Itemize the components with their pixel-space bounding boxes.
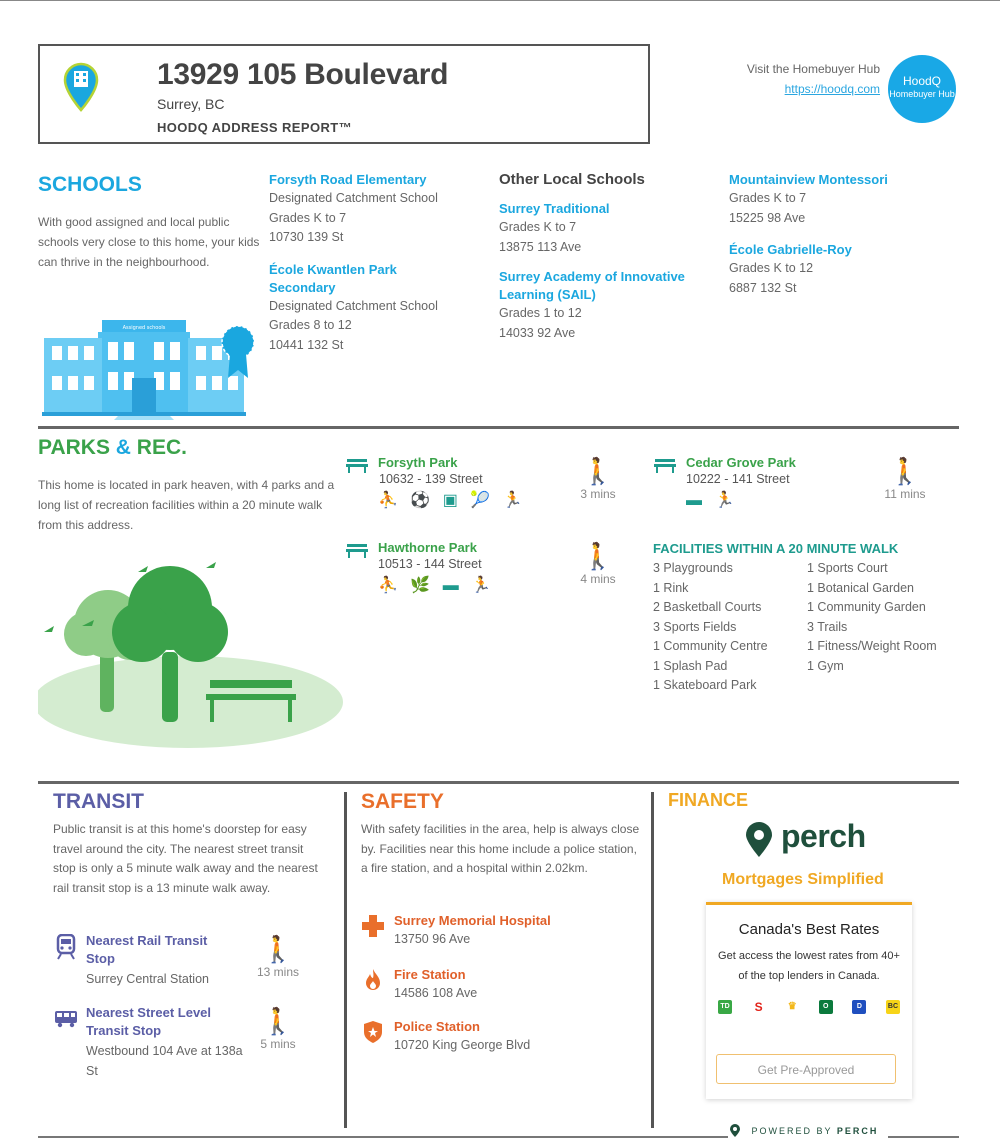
parks-heading-a: PARKS <box>38 436 110 459</box>
school-type: Designated Catchment School <box>269 191 438 205</box>
perch-brand: perch <box>781 818 866 854</box>
park-amenity-icons: ▬ 🏃 <box>686 491 739 509</box>
walk-minutes: 3 mins <box>580 487 616 501</box>
park-amenity-icons: ⛹ ⚽ ▣ 🎾 🏃 <box>378 491 527 509</box>
parks-heading-b: REC. <box>136 436 187 459</box>
bank-logos <box>718 1000 900 1014</box>
column-divider <box>651 792 654 1128</box>
section-divider <box>38 426 959 429</box>
school-name[interactable]: Forsyth Road Elementary <box>269 172 427 187</box>
park-name: Hawthorne Park <box>378 540 477 555</box>
hub-promo <box>690 59 880 99</box>
facility-item: 3 Playgrounds <box>653 561 733 575</box>
school-address: 10441 132 St <box>269 337 344 352</box>
hub-link[interactable]: https://hoodq.com <box>784 82 880 96</box>
column-divider <box>344 792 347 1128</box>
train-icon <box>56 934 76 960</box>
rail-transit-label: Nearest Rail Transit Stop <box>86 933 208 966</box>
schools-heading: SCHOOLS <box>38 173 142 196</box>
school-address: 14033 92 Ave <box>499 325 576 340</box>
walk-time <box>250 1006 306 1051</box>
address-city: Surrey, BC <box>157 96 225 112</box>
fire-station-name: Fire Station <box>394 967 466 982</box>
powered-by <box>729 1122 883 1136</box>
school-address: 6887 132 St <box>729 280 797 295</box>
fire-station-item[interactable] <box>394 966 477 1004</box>
park-list-item[interactable] <box>686 455 796 510</box>
home-pin-icon <box>62 62 100 112</box>
bank-logo: D <box>852 1000 866 1014</box>
park-name: Cedar Grove Park <box>686 455 796 470</box>
pre-approved-button[interactable]: Get Pre-Approved <box>716 1054 896 1084</box>
police-station-name: Police Station <box>394 1019 480 1034</box>
walk-minutes: 4 mins <box>580 572 616 586</box>
park-address: 10513 - 144 Street <box>378 557 482 571</box>
walk-time <box>250 934 306 979</box>
bottom-rule <box>888 1136 959 1138</box>
top-rule <box>0 0 1000 1</box>
school-name[interactable]: École Gabrielle-Roy <box>729 242 852 257</box>
park-address: 10222 - 141 Street <box>686 472 790 486</box>
transit-intro: Public transit is at this home's doorstep for easy travel around the city. The nearest street transit stop is only a 5 minute walk away and the nearest rail transit stop is a 13 minute walk away. <box>53 822 318 895</box>
other-schools-heading: Other Local Schools <box>499 171 645 188</box>
hospital-item[interactable] <box>394 912 551 950</box>
parks-intro: This home is located in park heaven, with 4 parks and a long list of recreation facilities within a 20 minute walk from this address. <box>38 478 335 532</box>
facility-item: 1 Fitness/Weight Room <box>807 639 937 653</box>
rail-transit[interactable] <box>86 932 236 990</box>
walking-person-icon: 🚶 <box>261 1006 295 1036</box>
facilities-heading: FACILITIES WITHIN A 20 MINUTE WALK <box>653 541 899 556</box>
facility-item: 1 Rink <box>653 580 689 595</box>
other-schools-col2 <box>729 171 959 298</box>
building-sign: Assigned schools <box>122 325 166 331</box>
school-grades: Grades 8 to 12 <box>269 318 352 332</box>
facility-item: 2 Basketball Courts <box>653 600 762 614</box>
bus-icon <box>54 1010 78 1028</box>
school-grades: Grades K to 7 <box>729 191 807 205</box>
parks-heading-amp: & <box>109 436 137 459</box>
park-bench-icon <box>346 542 368 563</box>
school-type: Designated Catchment School <box>269 298 438 313</box>
walking-person-icon: 🚶 <box>261 934 295 964</box>
facilities-col2 <box>807 559 937 676</box>
walk-minutes: 13 mins <box>256 965 300 979</box>
perch-logo-icon <box>744 822 774 858</box>
walk-time <box>570 456 626 501</box>
perch-small-icon <box>729 1124 741 1138</box>
hospital-address: 13750 96 Ave <box>394 932 471 946</box>
other-schools-col1 <box>499 170 719 343</box>
police-station-item[interactable] <box>394 1018 530 1056</box>
facility-item: 1 Gym <box>807 658 844 673</box>
safety-heading: SAFETY <box>361 790 444 813</box>
walk-minutes: 11 mins <box>884 487 926 501</box>
school-name[interactable]: Mountainview Montessori <box>729 172 888 187</box>
facility-item: 1 Community Garden <box>807 600 926 614</box>
bank-logo: BC <box>886 1000 900 1014</box>
bottom-rule <box>38 1136 728 1138</box>
walk-time <box>570 541 626 586</box>
park-amenity-icons: ⛹ 🌿 ▬ 🏃 <box>378 576 496 594</box>
powered-by-brand: PERCH <box>836 1125 879 1136</box>
school-grades: Grades K to 7 <box>269 210 347 225</box>
address-title: 13929 105 Boulevard <box>157 58 449 91</box>
powered-by-text: POWERED BY <box>751 1125 833 1136</box>
school-address: 10730 139 St <box>269 230 344 244</box>
police-badge-icon <box>363 1020 383 1044</box>
finance-heading: FINANCE <box>668 790 748 810</box>
park-list-item[interactable] <box>378 455 527 510</box>
school-address: 13875 113 Ave <box>499 239 582 254</box>
walking-person-icon: 🚶 <box>581 541 615 571</box>
hoodq-badge[interactable] <box>888 55 956 123</box>
street-stop-name: Westbound 104 Ave at 138a St <box>86 1044 243 1078</box>
parks-heading <box>38 436 187 460</box>
school-name[interactable]: Surrey Academy of Innovative Learning (SAIL) <box>499 269 685 302</box>
hospital-name: Surrey Memorial Hospital <box>394 913 551 928</box>
bank-logo: TD <box>718 1000 732 1014</box>
rail-stop-name: Surrey Central Station <box>86 972 209 986</box>
school-grades: Grades K to 12 <box>729 261 814 275</box>
school-address: 15225 98 Ave <box>729 210 806 225</box>
facility-item: 1 Community Centre <box>653 639 768 653</box>
walking-person-icon: 🚶 <box>581 456 615 486</box>
badge-title: HoodQ <box>902 74 942 88</box>
walk-time <box>872 456 938 501</box>
hospital-cross-icon <box>361 914 385 938</box>
facility-item: 1 Skateboard Park <box>653 678 757 692</box>
street-transit[interactable] <box>86 1004 246 1081</box>
park-illustration <box>38 552 348 748</box>
facility-item: 1 Splash Pad <box>653 658 728 673</box>
street-transit-label: Nearest Street Level Transit Stop <box>86 1005 212 1038</box>
walk-minutes: 5 mins <box>260 1037 296 1051</box>
facility-item: 3 Trails <box>807 619 848 634</box>
fire-icon <box>365 968 381 992</box>
schools-intro: With good assigned and local public schools very close to this home, your kids can thrive in the neighbourhood. <box>38 215 260 269</box>
facilities-col1 <box>653 559 768 696</box>
rates-title: Canada's Best Rates <box>738 921 880 938</box>
park-bench-icon <box>654 457 676 478</box>
rates-text: Get access the lowest rates from 40+ of the top lenders in Canada. <box>718 950 900 982</box>
school-grades: Grades 1 to 12 <box>499 306 582 320</box>
transit-heading: TRANSIT <box>53 790 144 813</box>
report-label: HOODQ ADDRESS REPORT™ <box>157 120 352 135</box>
perch-tagline: Mortgages Simplified <box>722 871 884 888</box>
safety-intro: With safety facilities in the area, help is always close by. Facilities near this home include a police station, a fire station, and a hospital within 2.02km. <box>361 822 640 876</box>
assigned-schools <box>269 171 491 355</box>
badge-subtitle: Homebuyer Hub <box>889 89 955 99</box>
park-list-item[interactable] <box>378 540 495 595</box>
bank-logo: S <box>752 1000 766 1014</box>
police-station-address: 10720 King George Blvd <box>394 1038 531 1052</box>
bank-logo: O <box>819 1000 833 1014</box>
walking-person-icon: 🚶 <box>888 456 922 486</box>
school-building-illustration <box>42 316 262 422</box>
school-name[interactable]: École Kwantlen Park Secondary <box>269 261 397 295</box>
bank-logo: ♛ <box>785 1000 799 1014</box>
school-name[interactable]: Surrey Traditional <box>499 201 610 216</box>
facility-item: 1 Sports Court <box>807 561 888 575</box>
park-name: Forsyth Park <box>378 455 458 470</box>
facility-item: 3 Sports Fields <box>653 619 737 634</box>
hub-prompt: Visit the Homebuyer Hub <box>746 62 880 76</box>
facility-item: 1 Botanical Garden <box>807 580 915 595</box>
school-grades: Grades K to 7 <box>499 220 577 234</box>
fire-station-address: 14586 108 Ave <box>394 986 478 1000</box>
park-address: 10632 - 139 Street <box>379 472 483 486</box>
park-bench-icon <box>346 457 368 478</box>
section-divider <box>38 781 959 784</box>
